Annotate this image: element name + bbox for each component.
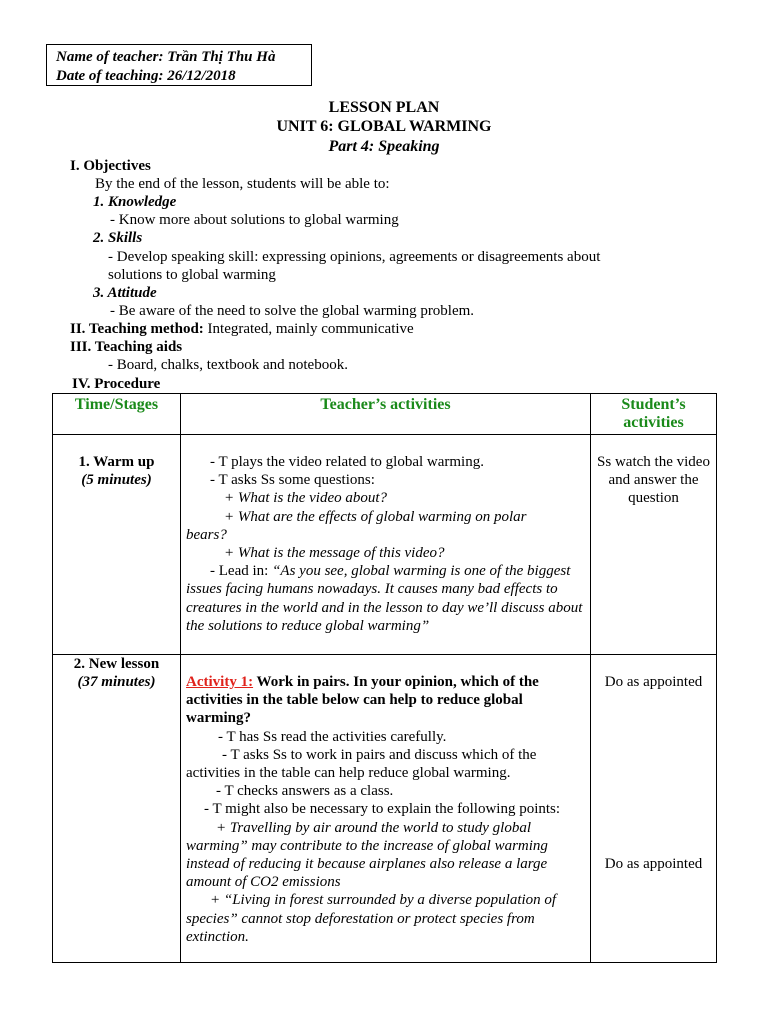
skills-heading: 2. Skills (93, 230, 143, 246)
col-header-teacher: Teacher’s activities (181, 394, 591, 435)
newlesson-t1: - T has Ss read the activities carefully. (218, 728, 447, 745)
skills-text-cont: solutions to global warming (108, 267, 276, 283)
warmup-q2: + What are the effects of global warming on polar (224, 508, 527, 525)
newlesson-time: (37 minutes) (77, 674, 156, 691)
col-header-student: Student’s activities (591, 394, 717, 435)
warmup-t2: - T asks Ss some questions: (210, 472, 375, 489)
newlesson-t2: - T asks Ss to work in pairs and discuss which of the activities in the table can help reduce global warming. (186, 746, 537, 782)
newlesson-stage: 2. New lesson (73, 656, 160, 672)
part-title: Part 4: Speaking (328, 138, 440, 155)
newlesson-t4: - T might also be necessary to explain the following points: (204, 801, 561, 818)
activity-1-text: Work in pairs. In your opinion, which of the activities in the table below can help to reduce global warming? (186, 674, 539, 727)
warmup-t1: - T plays the video related to global warming. (210, 454, 484, 470)
lead-in-text: “As you see, global warming is one of the biggest issues facing humans nowadays. It causes many bad effects to creatures in the world and in the lesson to day we’ll discuss about the solutions to reduce global warming” (186, 563, 583, 634)
unit-title: UNIT 6: GLOBAL WARMING (276, 118, 492, 135)
teacher-name: Name of teacher: Trần Thị Thu Hà (56, 49, 276, 65)
warmup-student-cell (591, 435, 717, 655)
warmup-stage: 1. Warm up (78, 454, 155, 470)
procedure-heading: IV. Procedure (72, 376, 161, 392)
warmup-time: (5 minutes) (81, 472, 152, 489)
warmup-stage-cell (53, 435, 181, 655)
attitude-text: - Be aware of the need to solve the global warming problem. (110, 303, 475, 319)
newlesson-student-1: Do as appointed (604, 674, 703, 690)
warmup-q3: + What is the message of this video? (224, 545, 445, 562)
activity-1-label: Activity 1: (186, 674, 254, 690)
method-line (70, 320, 414, 338)
newlesson-point-1: + Travelling by air around the world to study global warming” may contribute to the increase of global warming instead of reducing it because airplanes also release a large amount of CO2 emissions (186, 819, 548, 891)
newlesson-point-2: + “Living in forest surrounded by a diverse population of species” cannot stop deforestation or protect species from extinction. (186, 892, 557, 945)
newlesson-student-cell (591, 655, 717, 963)
table-row (53, 655, 717, 963)
col-header-time: Time/Stages (53, 394, 181, 435)
method-heading: II. Teaching method: (70, 321, 204, 337)
warmup-q1: + What is the video about? (224, 490, 388, 507)
teaching-date: Date of teaching: 26/12/2018 (56, 68, 236, 84)
newlesson-t3: - T checks answers as a class. (216, 783, 394, 800)
activity-1-title (186, 673, 585, 728)
procedure-table (52, 393, 717, 963)
warmup-lead-in (186, 562, 585, 635)
aids-heading: III. Teaching aids (70, 339, 183, 355)
warmup-teacher-cell (181, 435, 591, 655)
table-header-row (53, 394, 717, 435)
newlesson-teacher-cell (181, 655, 591, 963)
attitude-heading: 3. Attitude (93, 285, 157, 301)
teacher-info-box (46, 44, 312, 86)
table-row (53, 435, 717, 655)
objectives-intro: By the end of the lesson, students will be able to: (95, 176, 390, 192)
aids-text: - Board, chalks, textbook and notebook. (108, 357, 348, 373)
doc-title: LESSON PLAN (328, 99, 440, 116)
method-text: Integrated, mainly communicative (203, 321, 414, 337)
knowledge-heading: 1. Knowledge (93, 194, 177, 210)
newlesson-stage-cell (53, 655, 181, 963)
objectives-heading: I. Objectives (70, 158, 151, 174)
skills-text: - Develop speaking skill: expressing opinions, agreements or disagreements about (108, 249, 601, 265)
lead-in-label: - Lead in: (210, 563, 273, 580)
warmup-student-text: Ss watch the video and answer the question (597, 454, 710, 507)
newlesson-student-2: Do as appointed (604, 856, 703, 873)
knowledge-text: - Know more about solutions to global warming (110, 212, 399, 228)
warmup-q2-cont: bears? (186, 526, 227, 543)
